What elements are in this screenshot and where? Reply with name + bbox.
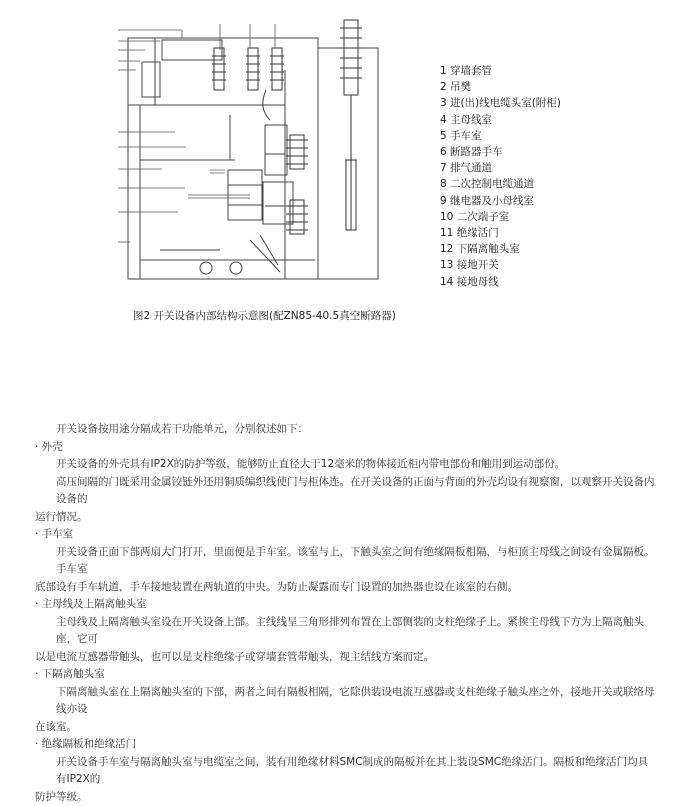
legend-item: 6 断路器手车 xyxy=(440,144,640,160)
figure-caption: 图2 开关设备内部结构示意图(配ZN85-40.5真空断路器) xyxy=(133,308,396,323)
body-line: 运行情况。 xyxy=(35,509,655,527)
bushings xyxy=(212,48,284,90)
legend-item: 11 绝缘活门 xyxy=(440,225,640,241)
legend-item: 4 主母线室 xyxy=(440,112,640,128)
rear-cable-compartment xyxy=(318,48,378,279)
legend-item: 1 穿墙套管 xyxy=(440,63,640,79)
section-heading: · 外壳 xyxy=(35,439,655,457)
body-line: 高压间隔的门既采用金属铰链外还用铜质编织线使门与柜体连。在开关设备的正面与背面的外壳均设有视察窗，以观察开关设备内设备的 xyxy=(35,474,655,509)
switchgear-cross-section-drawing xyxy=(100,10,420,295)
legend-item: 9 继电器及小母线室 xyxy=(440,193,640,209)
body-text xyxy=(35,421,655,806)
legend-item: 3 进(出)线电缆头室(附柜) xyxy=(440,95,640,111)
section-heading: · 绝缘隔板和绝缘活门 xyxy=(35,736,655,754)
lower-insulators xyxy=(286,135,308,234)
legend-item: 10 二次端子室 xyxy=(440,209,640,225)
legend-item: 14 接地母线 xyxy=(440,274,640,290)
legend-item: 12 下隔离触头室 xyxy=(440,241,640,257)
section-heading: · 主母线及上隔离触头室 xyxy=(35,596,655,614)
legend-item: 7 排气通道 xyxy=(440,160,640,176)
intro-paragraph: 开关设备按用途分隔成若干功能单元，分别叙述如下： xyxy=(35,421,655,439)
body-line: 开关设备正面下部两扇大门打开，里面便是手车室。该室与上，下触头室之间有绝缘隔板相隔，与柜顶主母线之间设有金属隔板。手车室 xyxy=(35,544,655,579)
relay-panel xyxy=(142,62,160,97)
section-heading: · 下隔离触头室 xyxy=(35,666,655,684)
legend-item: 13 接地开关 xyxy=(440,257,640,273)
body-line: 开关设备的外壳具有IP2X的防护等级，能够防止直径大于12毫米的物体接近柜内带电部份和触用到运动部份。 xyxy=(35,456,655,474)
legend-item: 5 手车室 xyxy=(440,128,640,144)
breaker-truck xyxy=(228,90,293,224)
wall-bushing xyxy=(340,20,362,230)
body-line: 以是电流互感器带触头，也可以是支柱绝缘子或穿墙套管带触头，视主结线方案而定。 xyxy=(35,649,655,667)
figure-legend xyxy=(440,63,640,290)
body-line: 下隔离触头室在上隔离触头室的下部，两者之间有隔板相隔，它除供装设电流互感器或支柱绝缘子触头座之外，接地开关或联络母线亦设 xyxy=(35,684,655,719)
body-line: 在该室。 xyxy=(35,719,655,737)
body-lines xyxy=(35,439,655,806)
earthing-switch xyxy=(200,235,280,274)
cable-channel xyxy=(188,170,250,198)
section-heading: · 手车室 xyxy=(35,526,655,544)
body-line: 底部设有手车轨道，手车接地装置在两轨道的中央。为防止凝露而专门设置的加热器也设在该室的右侧。 xyxy=(35,579,655,597)
body-line: 防护等级。 xyxy=(35,789,655,806)
legend-item: 2 吊樊 xyxy=(440,79,640,95)
legend-item: 8 二次控制电缆通道 xyxy=(440,176,640,192)
body-line: 主母线及上隔离触头室设在开关设备上部。主线线呈三角形排列布置在上部侧装的支柱绝缘子上。紧挨主母线下方为上隔离触头座，它可 xyxy=(35,614,655,649)
body-line: 开关设备手车室与隔离触头室与电缆室之间，装有用绝缘材料SMC制成的隔板并在其上装设SMC绝缘活门。隔板和绝缘活门均具有IP2X的 xyxy=(35,754,655,789)
